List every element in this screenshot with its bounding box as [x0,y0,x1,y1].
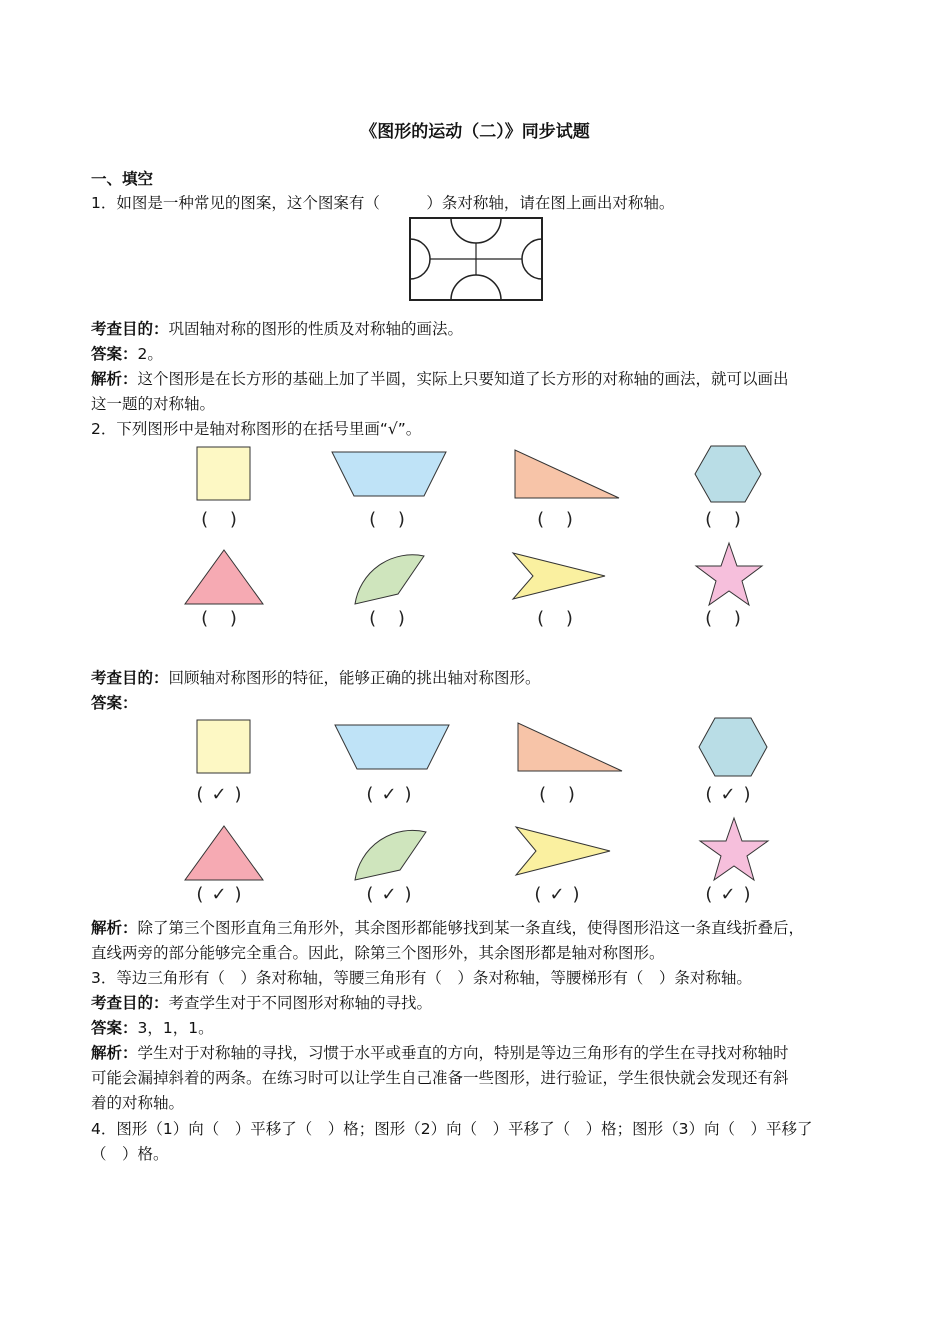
answer-paren: (✓) [366,884,420,905]
answer-shape-square [196,719,252,775]
shape-hexagon [693,444,763,504]
blank-paren: ( ) [201,509,245,530]
section-heading: 一、填空 [91,170,154,188]
triangle-fill [185,826,263,880]
trapezoid-fill [332,452,446,496]
purpose-text: 巩固轴对称的图形的性质及对称轴的画法。 [168,320,464,338]
blank-paren: ( ) [705,509,749,530]
shape-sector [350,548,426,606]
q2-answer-label: 答案： [91,694,138,712]
q3-analysis-cont: 着的对称轴。 [91,1094,185,1112]
purpose-text: 考查学生对于不同图形对称轴的寻找。 [168,994,433,1012]
answer-paren: (✓) [534,884,588,905]
q1-analysis [91,367,881,392]
arrow-fill [513,553,605,599]
shape-trapezoid [330,450,448,498]
sector-fill [355,830,426,880]
answer-shape-star [698,816,770,882]
analysis-text: 这个图形是在长方形的基础上加了半圆，实际上只要知道了长方形的对称轴的画法，就可以画出 [137,370,789,388]
purpose-label: 考查目的： [91,669,169,687]
shape-right-triangle [513,448,621,500]
answer-paren: (✓) [366,784,420,805]
answer-shape-hexagon [697,716,769,778]
blank-paren: ( ) [537,608,581,629]
triangle-fill [185,550,263,604]
analysis-text: 除了第三个图形直角三角形外，其余图形都能够找到某一条直线，使得图形沿这一条直线折叠后， [137,919,805,937]
purpose-text: 回顾轴对称图形的特征，能够正确的挑出轴对称图形。 [168,669,541,687]
blank-paren: ( ) [369,509,413,530]
shape-triangle [183,548,265,606]
shape-square [196,446,252,502]
hexagon-fill [695,446,761,502]
star-fill [696,543,762,605]
blank-paren: ( ) [201,608,245,629]
purpose-label: 考查目的： [91,320,169,338]
blank-paren: ( ) [369,608,413,629]
page-title: 《图形的运动（二）》同步试题 [360,122,590,142]
right-triangle-fill [515,450,619,498]
pattern-figure [409,217,543,301]
answer-paren: (✓) [196,884,250,905]
q2-purpose [91,666,881,691]
arrow-fill [516,827,610,875]
q2-analysis [91,916,881,941]
q3-answer [91,1016,881,1041]
answer-paren: (✓) [705,784,759,805]
analysis-label: 解析： [91,370,138,388]
blank-paren: ( ) [537,509,581,530]
shape-star [694,541,764,607]
q3-analysis [91,1041,881,1066]
q3-purpose [91,991,881,1016]
analysis-label: 解析： [91,1044,138,1062]
answer-shape-arrow [514,825,612,877]
answer-paren: (✓) [196,784,250,805]
answer-label: 答案： [91,1019,138,1037]
answer-shape-triangle [183,824,265,882]
answer-label: 答案： [91,345,138,363]
question-4-text: 4．图形（1）向（ ）平移了（ ）格；图形（2）向（ ）平移了（ ）格；图形（3）向（ ）平移了 [91,1120,813,1138]
hexagon-fill [699,718,767,776]
shape-arrow [511,551,607,601]
square-fill [197,447,250,500]
question-1-text: 1．如图是一种常见的图案，这个图案有（ ）条对称轴，请在图上画出对称轴。 [91,194,675,212]
answer-text: 2。 [137,345,163,363]
answer-paren: ( ) [539,784,583,805]
analysis-text: 学生对于对称轴的寻找，习惯于水平或垂直的方向，特别是等边三角形有的学生在寻找对称轴时 [137,1044,789,1062]
right-triangle-fill [518,723,622,771]
question-3-text: 3．等边三角形有（ ）条对称轴，等腰三角形有（ ）条对称轴，等腰梯形有（ ）条对称轴。 [91,969,752,987]
question-4-text-cont: （ ）格。 [91,1145,169,1163]
answer-text: 3，1，1。 [137,1019,214,1037]
answer-paren: (✓) [705,884,759,905]
square-fill [197,720,250,773]
blank-paren: ( ) [705,608,749,629]
q2-analysis-cont: 直线两旁的部分能够完全重合。因此，除第三个图形外，其余图形都是轴对称图形。 [91,944,665,962]
answer-shape-trapezoid [333,723,451,771]
trapezoid-fill [335,725,449,769]
q3-analysis-cont: 可能会漏掉斜着的两条。在练习时可以让学生自己准备一些图形，进行验证，学生很快就会发现还有斜 [91,1069,789,1087]
analysis-label: 解析： [91,919,138,937]
sector-fill [355,555,424,604]
answer-shape-right-triangle [516,721,624,773]
star-fill [700,818,768,880]
purpose-label: 考查目的： [91,994,169,1012]
question-2-text: 2．下列图形中是轴对称图形的在括号里画“√”。 [91,420,422,438]
answer-shape-sector [350,824,428,882]
q1-answer [91,342,881,367]
q1-analysis-cont: 这一题的对称轴。 [91,395,216,413]
q1-purpose [91,317,881,342]
